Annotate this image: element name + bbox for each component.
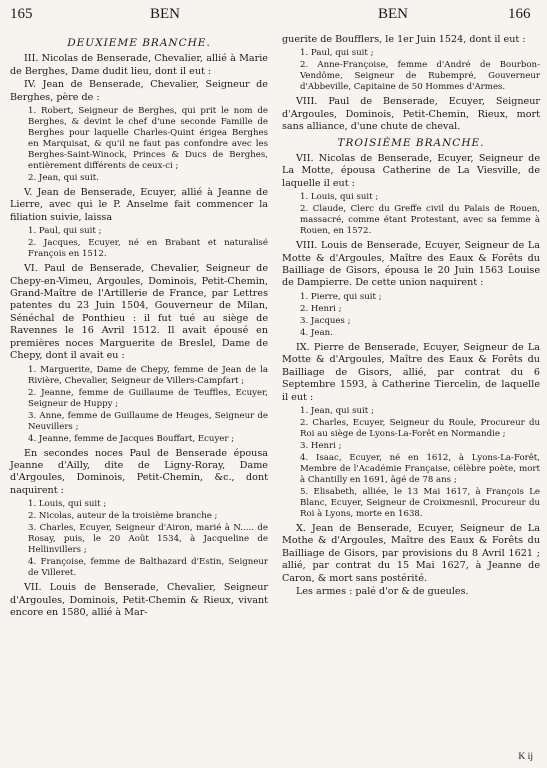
right-column (282, 34, 540, 599)
paragraph: IX. Pierre de Benserade, Ecuyer, Seigneur de La Motte & d'Argoules, Maître des Eaux & Forêts du Bailliage de Gisors, allié, par contrat du 6 Septembre 1593, à Catherine Tiercelin, de laquelle il eut : (282, 341, 540, 403)
list-item: 2. Charles, Ecuyer, Seigneur du Roule, Procureur du Roi au siège de Lyons-La-Forêt en Normandie ; (300, 417, 540, 439)
right-page-number: 166 (508, 6, 531, 22)
paragraph: VII. Nicolas de Benserade, Ecuyer, Seigneur de La Motte, épousa Catherine de La Viesville, de laquelle il eut : (282, 153, 540, 189)
list-item: 3. Charles, Ecuyer, Seigneur d'Airon, marié à N..... de Rosay, puis, le 20 Août 1534, à Jacqueline de Hellinvillers ; (28, 523, 268, 556)
list-item: 4. Isaac, Ecuyer, né en 1612, à Lyons-La-Forêt, Membre de l'Académie Française, célèbre poète, mort à Chantilly en 1691, âgé de 78 ans ; (300, 452, 540, 485)
left-column (10, 34, 268, 620)
paragraph: VIII. Paul de Benserade, Ecuyer, Seigneur d'Argoules, Dominois, Petit-Chemin, Rieux, mort sans alliance, d'une chute de cheval. (282, 96, 540, 133)
list-item: 2. Nicolas, auteur de la troisième branche ; (28, 511, 218, 522)
list-item: 2. Anne-Françoise, femme d'André de Bourbon-Vendôme, Seigneur de Rubempré, Gouverneur d'Abbeville, Capitaine de 50 Hommes d'Armes. (300, 60, 540, 93)
paragraph: IV. Jean de Benserade, Chevalier, Seigneur de Berghes, père de : (10, 79, 268, 103)
list-item: 4. Françoise, femme de Balthazard d'Estin, Seigneur de Villeret. (28, 557, 268, 579)
section-heading: TROISIÈME BRANCHE. (337, 136, 485, 149)
paragraph: guerite de Boufflers, le 1er Juin 1524, dont il eut : (282, 34, 526, 45)
paragraph: VIII. Louis de Benserade, Ecuyer, Seigneur de La Motte & d'Argoules, Maître des Eaux & Forêts du Bailliage de Gisors, épousa le 20 Juin 1563 Louise de Dampierre. De cette union naquirent : (282, 240, 540, 289)
list-item: 4. Jeanne, femme de Jacques Bouffart, Ecuyer ; (28, 433, 235, 444)
children-list (282, 406, 540, 520)
paragraph: X. Jean de Benserade, Ecuyer, Seigneur de La Mothe & d'Argoules, Maître des Eaux & Forêts du Bailliage de Gisors, par provisions du 8 Avril 1621 ; allié, par contrat du 15 Mai 1627, à Jeanne de Caron, & mort sans postérité. (282, 522, 540, 584)
paragraph: V. Jean de Benserade, Ecuyer, allié à Jeanne de Lierre, avec qui le P. Anselme fait commencer la filiation suivie, laissa (10, 187, 268, 223)
list-item: 1. Robert, Seigneur de Berghes, qui prit le nom de Berghes, & devint le chef d'une seconde Famille de Berghes pour laquelle Charles-Quint érigea Berghes en Marquisat, & qu'il ne faut pas confondre avec les Berghes-Saint-Winock, Princes & Ducs de Berghes, entièrement différents de ceux-ci ; (28, 106, 268, 172)
children-list (282, 292, 540, 339)
paragraph: VI. Paul de Benserade, Chevalier, Seigneur de Chepy-en-Vimeu, Argoules, Dominois, Petit-Chemin, Grand-Maître de l'Artillerie de France, par Lettres patentes du 23 Juin 1504, Gouverneur de Milan, Sénéchal de Ponthieu : il fut tué au siège de Ravennes le 16 Avril 1512. Il avait épousé en premières noces Marguerite de Breslel, Dame de Chepy, dont il avait eu : (10, 263, 268, 362)
list-item: 2. Henri ; (300, 303, 342, 314)
list-item: 5. Elisabeth, alliée, le 13 Mai 1617, à François Le Blanc, Ecuyer, Seigneur de Croixmesnil, Procureur du Roi à Lyons, morte en 1638. (300, 486, 540, 519)
running-header (0, 6, 547, 28)
children-list (282, 192, 540, 237)
children-list (10, 106, 268, 184)
list-item: 3. Henri ; (300, 440, 342, 451)
left-page-number: 165 (10, 6, 33, 22)
list-item: 2. Claude, Clerc du Greffe civil du Palais de Rouen, massacré, comme étant Protestant, avec sa femme à Rouen, en 1572. (300, 204, 540, 237)
list-item: 2. Jean, qui suit. (28, 173, 99, 184)
list-item: 1. Paul, qui suit ; (300, 48, 374, 59)
children-list (10, 226, 268, 260)
arms-line: Les armes : palé d'or & de gueules. (296, 585, 469, 597)
list-item: 3. Jacques ; (300, 315, 351, 326)
paragraph: VII. Louis de Benserade, Chevalier, Seigneur d'Argoules, Dominois, Petit-Chemin & Rieux, vivant encore en 1580, allié à Mar- (10, 582, 268, 618)
list-item: 1. Louis, qui suit ; (28, 499, 107, 510)
children-list (10, 499, 268, 579)
list-item: 2. Jacques, Ecuyer, né en Brabant et naturalisé François en 1512. (28, 238, 268, 260)
paragraph: En secondes noces Paul de Benserade épousa Jeanne d'Ailly, dite de Ligny-Roray, Dame d'Argoules, Dominois, Petit-Chemin, &c., dont naquirent : (10, 447, 268, 496)
children-list (282, 48, 540, 93)
left-running-title: BEN (150, 6, 180, 22)
right-running-title: BEN (378, 6, 408, 22)
list-item: 1. Marguerite, Dame de Chepy, femme de Jean de la Rivière, Chevalier, Seigneur de Villers-Campfart ; (28, 364, 268, 386)
list-item: 4. Jean. (300, 327, 333, 338)
list-item: 1. Paul, qui suit ; (28, 226, 102, 237)
list-item: 1. Louis, qui suit ; (300, 192, 379, 203)
paragraph: III. Nicolas de Benserade, Chevalier, allié à Marie de Berghes, Dame dudit lieu, dont il eut : (10, 53, 268, 77)
signature-mark: K ij (518, 751, 533, 762)
list-item: 1. Pierre, qui suit ; (300, 291, 382, 302)
children-list (10, 365, 268, 445)
list-item: 1. Jean, qui suit ; (300, 405, 374, 416)
list-item: 2. Jeanne, femme de Guillaume de Teuffles, Ecuyer, Seigneur de Huppy ; (28, 387, 268, 409)
list-item: 3. Anne, femme de Guillaume de Heuges, Seigneur de Neuvillers ; (28, 410, 268, 432)
section-heading: DEUXIEME BRANCHE. (67, 37, 211, 49)
